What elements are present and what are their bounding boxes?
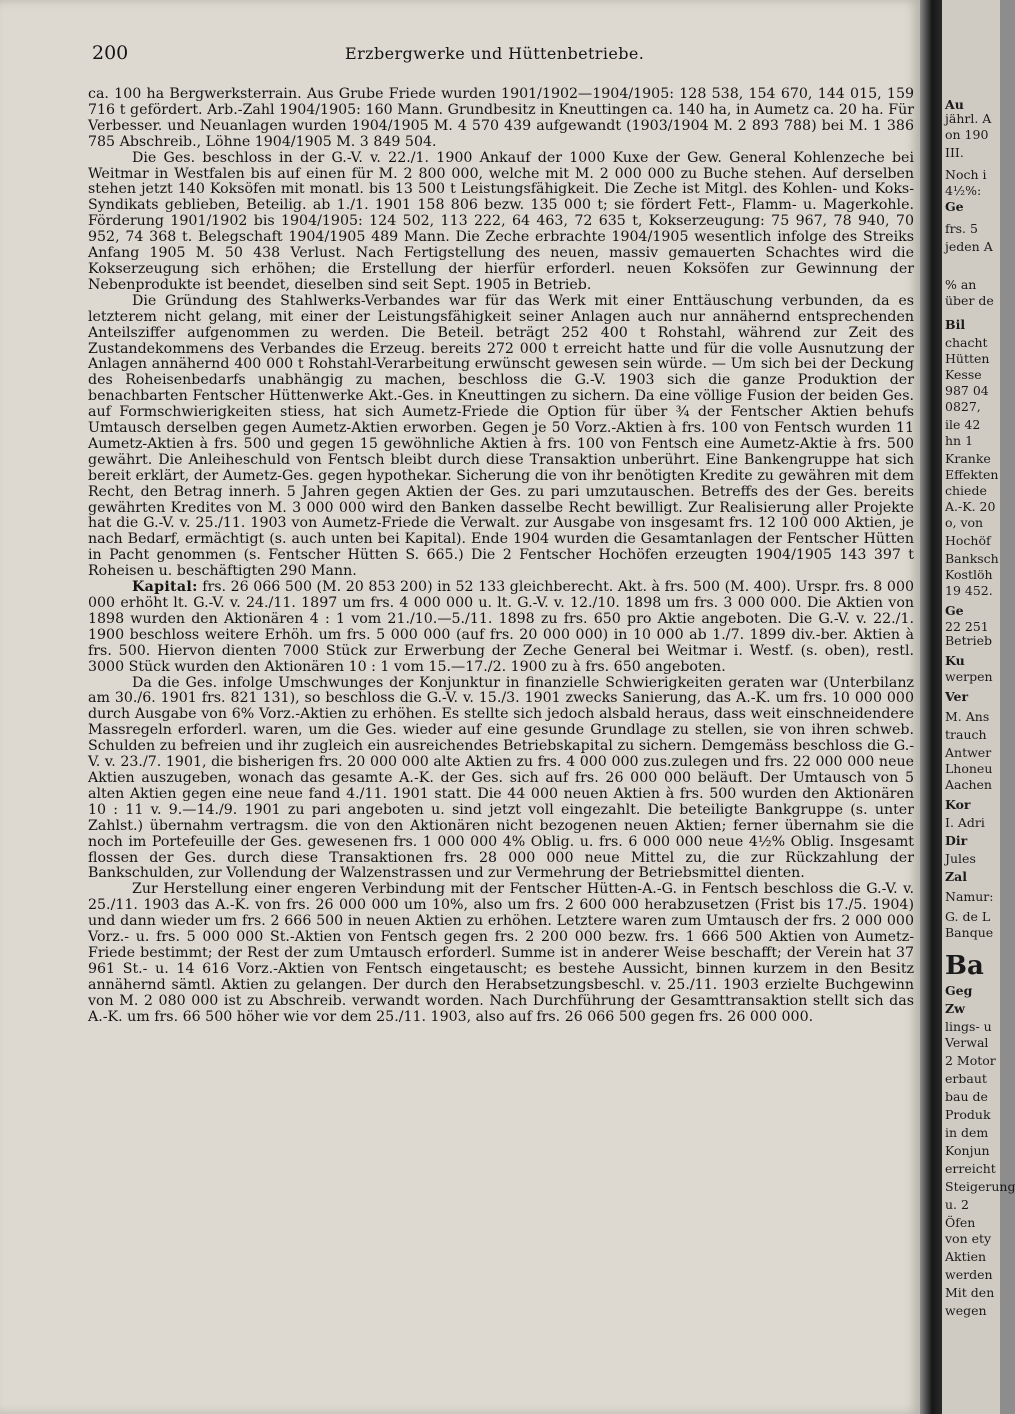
- adjacent-page-text: on 190: [945, 127, 989, 142]
- adjacent-page-text: Banque: [945, 925, 994, 940]
- adjacent-page-text: Öfen: [945, 1215, 976, 1230]
- adjacent-page-text: Mit den: [945, 1285, 995, 1300]
- adjacent-page-text: werden: [945, 1267, 993, 1282]
- adjacent-page-text: Banksch: [945, 551, 999, 566]
- adjacent-page-text: Au: [945, 97, 964, 112]
- page-number: 200: [92, 42, 129, 64]
- page-header: [92, 42, 907, 68]
- adjacent-page-text: bau de: [945, 1089, 988, 1104]
- adjacent-page-text: Verwal: [945, 1035, 989, 1050]
- adjacent-page-text: erreicht: [945, 1161, 996, 1176]
- adjacent-page-text: Produk: [945, 1107, 991, 1122]
- adjacent-page-text: A.-K. 20: [945, 499, 996, 514]
- adjacent-page-text: M. Ans: [945, 709, 990, 724]
- book-gutter: [920, 0, 942, 1414]
- adjacent-page-text: 0827,: [945, 399, 981, 414]
- adjacent-page-text: frs. 5: [945, 221, 978, 236]
- adjacent-page-text: jeden A: [945, 239, 993, 254]
- adjacent-page-text: hn 1: [945, 433, 974, 448]
- adjacent-page-text: wegen: [945, 1303, 987, 1318]
- adjacent-page-text: über de: [945, 293, 994, 308]
- adjacent-page-text: lings- u: [945, 1019, 992, 1034]
- adjacent-page-text: Betrieb: [945, 633, 992, 648]
- paragraph-2: Die Ges. beschloss in der G.-V. v. 22./1. 1900 Ankauf der 1000 Kuxe der Gew. General Kohlenzeche bei Weitmar in Westfalen bis auf einen für M. 2 800 000, welche mit M. 2 000 000 zu Buche stehen. Auf derselben stehen jetzt 140 Koksöfen mit monatl. bis 13 500 t Leistungsfähigkeit. Die Zeche ist Mitgl. des Kohlen- und Koks-Syndikats geblieben, Beteilig. ab 1./1. 1901 158 806 bezw. 135 000 t; sie fördert Fett-, Flamm- u. Magerkohle. Förderung 1901/1902 bis 1904/1905: 124 502, 113 222, 64 463, 72 635 t, Kokserzeugung: 75 967, 78 940, 70 952, 74 368 t. Belegschaft 1904/1905 489 Mann. Die Zeche erbrachte 1904/1905 wesentlich infolge des Streiks Anfang 1905 M. 50 438 Verlust. Nach Fertigstellung des neuen, massiv gemauerten Schachtes wird die Kokserzeugung sich erhöhen; die Erstellung der hierfür erforderl. neuen Koksöfen zur Gewinnung der Nebenprodukte ist beendet, dieselben sind seit Sept. 1905 in Betrieb.: [88, 149, 914, 293]
- adjacent-page-text: Zal: [945, 869, 967, 884]
- adjacent-page-text: chacht: [945, 335, 988, 350]
- adjacent-page-text: werpen: [945, 669, 993, 684]
- adjacent-page-text: Steigerung: [945, 1179, 1015, 1194]
- adjacent-page-text: Hochöf: [945, 533, 991, 548]
- text-body: [88, 87, 914, 1025]
- adjacent-page-text: u. 2: [945, 1197, 969, 1212]
- adjacent-page-text: Kranke: [945, 451, 991, 466]
- adjacent-page-text: 19 452.: [945, 583, 993, 598]
- adjacent-page-text: Effekten: [945, 467, 999, 482]
- adjacent-page-text: % an: [945, 277, 977, 292]
- paragraph-6: Zur Herstellung einer engeren Verbindung mit der Fentscher Hütten-A.-G. in Fentsch beschloss die G.-V. v. 25./11. 1903 das A.-K. von frs. 26 000 000 um 10%, also um frs. 2 600 000 herabzusetzen (Frist bis 17./5. 1904) und dann wieder um frs. 2 666 500 in neuen Aktien zu erhöhen. Letztere waren zum Umtausch der frs. 2 000 000 Vorz.- u. frs. 5 000 000 St.-Aktien von Fentsch gegen frs. 2 200 000 bezw. frs. 1 666 500 Aktien von Aumetz-Friede bestimmt; der Rest der zum Umtausch erforderl. Summe ist in anderer Weise beschafft; der Verein hat 37 961 St.- u. 14 616 Vorz.-Aktien von Fentsch eingetauscht; es bestehe Aussicht, binnen kurzem in den Besitz annähernd sämtl. Aktien zu gelangen. Der durch den Herabsetzungsbeschl. v. 25./11. 1903 erzielte Buchgewinn von M. 2 080 000 ist zu Abschreib. verwandt worden. Nach Durchführung der Gesamttransaktion stellt sich das A.-K. um frs. 66 500 höher wie vor dem 25./11. 1903, also auf frs. 26 066 500 gegen frs. 26 000 000.: [88, 881, 914, 1025]
- adjacent-page-text: in dem: [945, 1125, 989, 1140]
- adjacent-page-text: Geg: [945, 983, 973, 998]
- adjacent-page-text: Dir: [945, 833, 968, 848]
- adjacent-page-text: Kesse: [945, 367, 982, 382]
- adjacent-page-text: Kostlöh: [945, 567, 993, 582]
- adjacent-page-text: erbaut: [945, 1071, 987, 1086]
- adjacent-page-text: Aktien: [945, 1249, 987, 1264]
- adjacent-page-text: Lhoneu: [945, 761, 993, 776]
- adjacent-page-text: Ba: [945, 951, 984, 981]
- adjacent-page-text: Aachen: [945, 777, 992, 792]
- adjacent-page-text: Namur:: [945, 889, 994, 904]
- adjacent-page-text: von ety: [945, 1231, 992, 1246]
- adjacent-page-text: 22 251: [945, 619, 989, 634]
- adjacent-page-text: Ge: [945, 603, 964, 618]
- adjacent-page-text: 987 04: [945, 383, 989, 398]
- adjacent-page-text: Zw: [945, 1001, 965, 1016]
- adjacent-page-text: 4½%:: [945, 183, 982, 198]
- paragraph-5: Da die Ges. infolge Umschwunges der Konjunktur in finanzielle Schwierigkeiten geraten war (Unterbilanz am 30./6. 1901 frs. 821 131), so beschloss die G.-V. v. 15./3. 1901 zwecks Sanierung, das A.-K. um frs. 10 000 000 durch Ausgabe von 6% Vorz.-Aktien zu erhöhen. Es stellte sich jedoch alsbald heraus, dass weit einschneidendere Massregeln erforderl. waren, um die Ges. wieder auf eine gesunde Grundlage zu stellen, sie von ihren schweb. Schulden zu befreien und ihr zugleich ein ausreichendes Betriebskapital zu sichern. Demgemäss beschloss die G.-V. v. 23./7. 1901, die bisherigen frs. 20 000 000 alte Aktien zu frs. 4 000 000 zus.zulegen und frs. 22 000 000 neue Aktien auszugeben, wonach das gesamte A.-K. der Ges. sich auf frs. 26 000 000 beläuft. Der Umtausch von 5 alten Aktien gegen eine neue fand 4./11. 1901 statt. Die 44 000 neuen Aktien à frs. 500 wurden den Aktionären 10 : 11 v. 9.—14./9. 1901 zu pari angeboten u. sind jetzt voll eingezahlt. Die beteiligte Bankgruppe (s. unter Zahlst.) übernahm vertragsm. die von den Aktionären nicht bezogenen neuen Aktien; ferner übernahm sie die noch im Portefeuille der Ges. gewesenen frs. 1 000 000 4% Oblig. u. frs. 6 000 000 neue 4½% Oblig. Insgesamt flossen der Ges. durch diese Transaktionen frs. 28 000 000 neue Mittel zu, die zur Rückzahlung der Bankschulden, zur Vollendung der Walzenstrassen und zur Vermehrung der Betriebsmittel dienten.: [88, 674, 914, 882]
- paragraph-1: ca. 100 ha Bergwerksterrain. Aus Grube Friede wurden 1901/1902—1904/1905: 128 538, 154 670, 144 015, 159 716 t gefördert. Arb.-Zahl 1904/1905: 160 Mann. Grundbesitz in Kneuttingen ca. 140 ha, in Aumetz ca. 20 ha. Für Verbesser. und Neuanlagen wurden 1904/1905 M. 4 570 439 aufgewandt (1903/1904 M. 2 893 788) bei M. 1 386 785 Abschreib., Löhne 1904/1905 M. 3 849 504.: [88, 86, 914, 150]
- adjacent-page-text: Ku: [945, 653, 965, 668]
- adjacent-page-text: Bil: [945, 317, 966, 332]
- adjacent-page-text: trauch: [945, 727, 987, 742]
- adjacent-page-text: 2 Motor: [945, 1053, 996, 1068]
- running-title: Erzbergwerke und Hüttenbetriebe.: [345, 44, 645, 63]
- paragraph-kapital: Kapital: frs. 26 066 500 (M. 20 853 200) in 52 133 gleichberecht. Akt. à frs. 500 (M. 400). Urspr. frs. 8 000 000 erhöht lt. G.-V. v. 24./11. 1897 um frs. 4 000 000 u. lt. G.-V. v. 12./10. 1898 um frs. 3 000 000. Die Aktien von 1898 wurden den Aktionären 4 : 1 vom 21./10.—5./11. 1898 zu frs. 650 pro Aktie angeboten. Die G.-V. v. 22./1. 1900 beschloss weitere Erhöh. um frs. 5 000 000 (auf frs. 20 000 000) in 10 000 ab 1./7. 1899 div.-ber. Aktien à frs. 500. Hiervon dienten 7000 Stück zur Erwerbung der Zeche General bei Weitmar i. Westf. (s. oben), restl. 3000 Stück wurden den Aktionären 10 : 1 vom 15.—17./2. 1900 zu à frs. 650 angeboten.: [88, 579, 914, 675]
- paragraph-3: Die Gründung des Stahlwerks-Verbandes war für das Werk mit einer Enttäuschung verbunden, da es letzterem nicht gelang, mit einer der Leistungsfähigkeit seiner Anlagen auch nur annähernd entsprechenden Anteilsziffer aufgenommen zu werden. Die Beteil. beträgt 252 400 t Rohstahl, während zur Zeit des Zustandekommens des Verbandes die Erzeug. bereits 272 000 t erreicht hatte und für die volle Ausnutzung der Anlagen annähernd 400 000 t Rohstahl-Verarbeitung erwünscht gewesen sein würde. — Um sich bei der Deckung des Roheisenbedarfs unabhängig zu machen, beschloss die G.-V. 1903 sich die ganze Produktion der benachbarten Fentscher Hüttenwerke Akt.-Ges. in Kneuttingen zu sichern. Da eine völlige Fusion der beiden Ges. auf Formschwierigkeiten stiess, hat sich Aumetz-Friede die Option für über ¾ der Fentscher Aktien behufs Umtausch derselben gegen Aumetz-Aktien erworben. Gegen je 50 Vorz.-Aktien à frs. 100 von Fentsch wurden 11 Aumetz-Aktien à frs. 500 und gegen 15 gewöhnliche Aktien à frs. 100 von Fentsch eine Aumetz-Aktie à frs. 500 gewährt. Die Anleiheschuld von Fentsch bleibt durch diese Transaktion unberührt. Eine Bankengruppe hat sich bereit erklärt, der Aumetz-Ges. gegen hypothekar. Sicherung die von ihr benötigten Kredite zu gewähren mit dem Recht, den Betrag innerh. 5 Jahren gegen Aktien der Ges. zu pari umzutauschen. Betreffs des der Ges. bereits gewährten Kredites von M. 3 000 000 wird den Banken dasselbe Recht bewilligt. Zur Realisierung aller Projekte hat die G.-V. v. 25./11. 1903 von Aumetz-Friede die Verwalt. zur Ausgabe von insgesamt frs. 12 100 000 Aktien, je nach Bedarf, ermächtigt (s. auch unten bei Kapital). Ende 1904 wurden die Gesamtanlagen der Fentscher Hütten in Pacht genommen (s. Fentscher Hütten S. 665.) Die 2 Fentscher Hochöfen erzeugten 1904/1905 143 397 t Roheisen u. beschäftigten 290 Mann.: [88, 292, 914, 580]
- adjacent-page-text: Hütten: [945, 351, 990, 366]
- adjacent-page-text: Kor: [945, 797, 971, 812]
- adjacent-page-text: III.: [945, 145, 964, 160]
- adjacent-page-text: G. de L: [945, 909, 991, 924]
- adjacent-page-text: Ge: [945, 199, 964, 214]
- adjacent-page-text: Jules: [945, 851, 976, 866]
- adjacent-page-text: I. Adri: [945, 815, 985, 830]
- adjacent-page-text: ile 42: [945, 417, 981, 432]
- adjacent-page-text: chiede: [945, 483, 987, 498]
- adjacent-page-fragment: [942, 0, 1015, 1414]
- adjacent-page-text: Noch i: [945, 167, 987, 182]
- kapital-lead: Kapital:: [132, 579, 198, 596]
- adjacent-page-text: o, von: [945, 515, 984, 530]
- adjacent-page-text: Antwer: [945, 745, 992, 760]
- adjacent-page-text: Ver: [945, 689, 969, 704]
- adjacent-page-text: Konjun: [945, 1143, 990, 1158]
- adjacent-page-text: jährl. A: [945, 111, 992, 126]
